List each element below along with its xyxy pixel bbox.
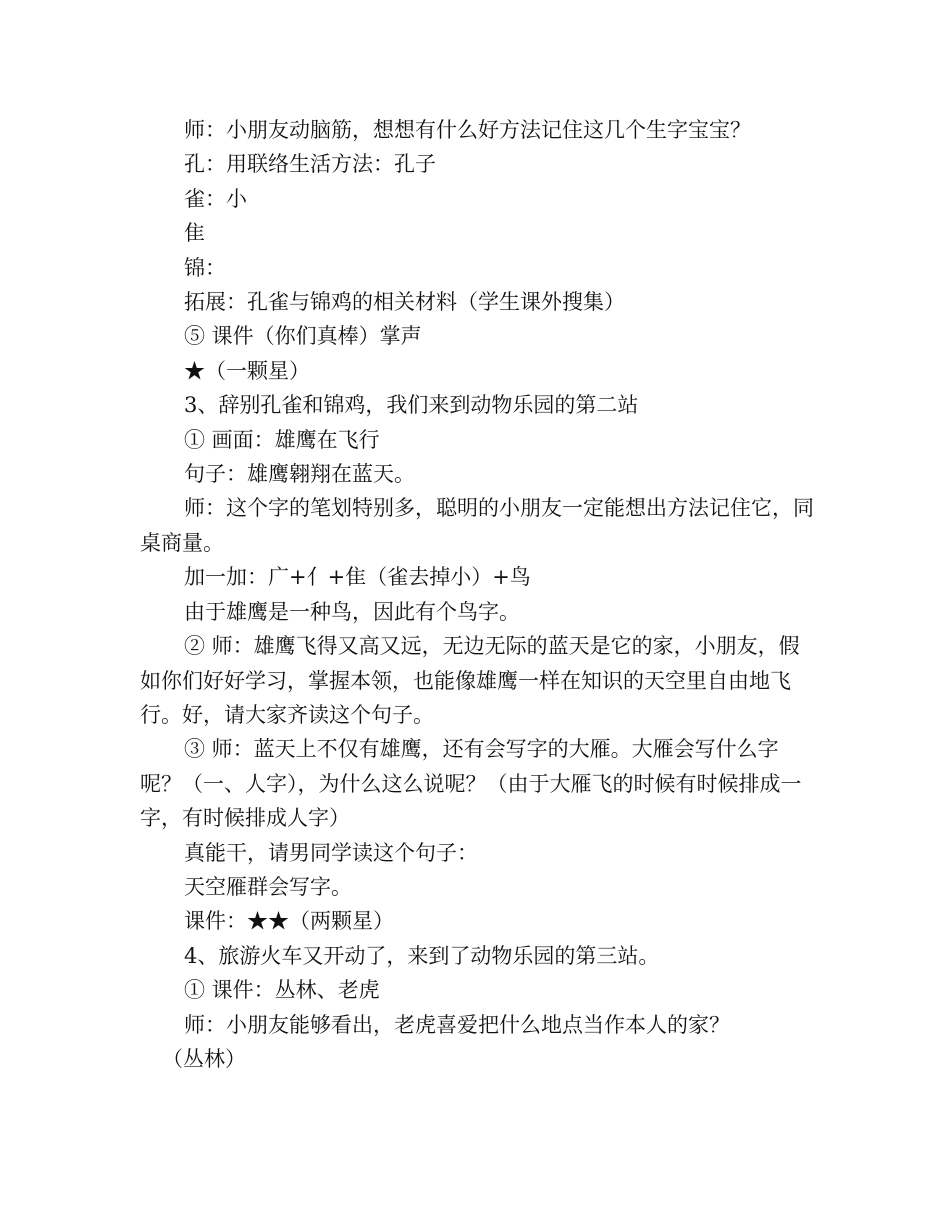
paragraph: 雀：小: [184, 186, 247, 211]
paragraph: 师：小朋友能够看出，老虎喜爱把什么地点当作本人的家？: [184, 1012, 730, 1037]
paragraph: 拓展：孔雀与锦鸡的相关材料（学生课外搜集）: [184, 290, 625, 315]
paragraph: ① 课件：丛林、老虎: [184, 978, 380, 1003]
paragraph: 真能干，请男同学读这个句子：: [184, 840, 478, 865]
paragraph: ③ 师：蓝天上不仅有雄鹰，还有会写字的大雁。大雁会写什么字呢？（一、人字），为什么这么说呢？（由于大雁飞的时候有时候排成一字，有时候排成人字）: [140, 737, 802, 831]
paragraph: ★（一颗星）: [184, 358, 310, 383]
section-heading: 4、旅游火车又开动了，来到了动物乐园的第三站。: [184, 943, 660, 968]
paragraph: 课件：★★（两颗星）: [184, 909, 394, 934]
paragraph: 由于雄鹰是一种鸟，因此有个鸟字。: [184, 599, 520, 624]
paragraph: ① 画面：雄鹰在飞行: [184, 427, 380, 452]
paragraph: ⑤ 课件（你们真棒）掌声: [184, 324, 422, 349]
paragraph: 锦：: [184, 255, 226, 280]
paragraph: 孔：用联络生活方法：孔子: [184, 152, 436, 177]
paragraph: 加一加：广+亻+隹（雀去掉小）+鸟: [184, 565, 531, 590]
paragraph: 句子：雄鹰翱翔在蓝天。: [184, 462, 415, 487]
paragraph: 隹: [184, 221, 205, 246]
document-body: [140, 113, 820, 1076]
paragraph: ② 师：雄鹰飞得又高又远，无边无际的蓝天是它的家，小朋友，假如你们好好学习，掌握本领，也能像雄鹰一样在知识的天空里自由地飞行。好，请大家齐读这个句子。: [140, 634, 800, 727]
paragraph: 天空雁群会写字。: [184, 874, 352, 899]
paragraph: （丛林）: [162, 1046, 246, 1071]
paragraph: 师：这个字的笔划特别多，聪明的小朋友一定能想出方法记住它，同桌商量。: [140, 496, 814, 555]
section-heading: 3、辞别孔雀和锦鸡，我们来到动物乐园的第二站: [184, 393, 639, 418]
paragraph: 师：小朋友动脑筋，想想有什么好方法记住这几个生字宝宝？: [184, 118, 751, 142]
